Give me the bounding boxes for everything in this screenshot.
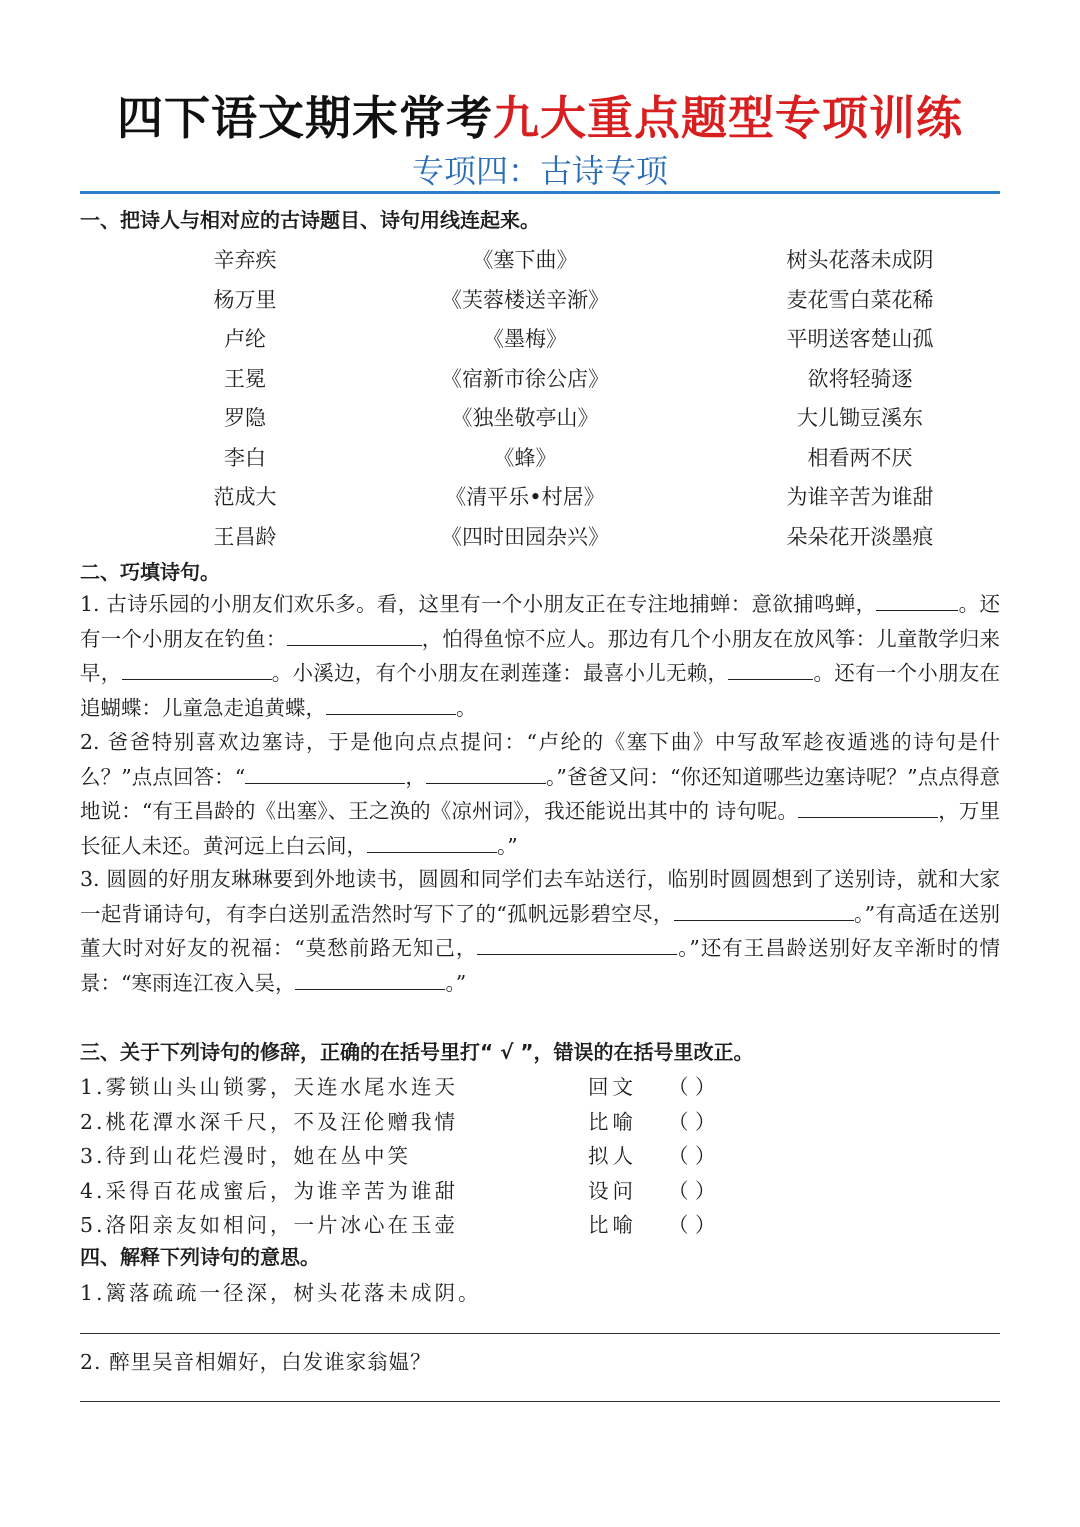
rhetoric-type: 拟人 — [588, 1144, 637, 1168]
poem-line[interactable]: 朵朵花开淡墨痕 — [786, 524, 934, 549]
poet-name[interactable]: 辛弃疾 — [213, 248, 277, 272]
rhetoric-type: 回文 — [588, 1075, 637, 1099]
answer-parentheses[interactable]: （ ） — [668, 1144, 716, 1168]
fill-blank[interactable] — [674, 898, 854, 921]
fill-blank[interactable] — [426, 761, 546, 784]
fill-blank[interactable] — [876, 588, 958, 611]
fill-blank[interactable] — [326, 692, 456, 715]
rhetoric-type: 设问 — [588, 1178, 637, 1203]
explain-question-2: 2. 醉里吴音相媚好，白发谁家翁媪？ — [80, 1350, 432, 1374]
fill-blank[interactable] — [367, 830, 497, 853]
title-divider — [80, 191, 1000, 194]
section2-heading: 二、巧填诗句。 — [80, 560, 220, 584]
answer-line[interactable] — [80, 1333, 1000, 1334]
section4-heading: 四、解释下列诗句的意思。 — [80, 1245, 320, 1269]
poet-name[interactable]: 罗隐 — [224, 406, 266, 430]
poem-title[interactable]: 《宿新市徐公店》 — [441, 366, 609, 391]
poem-title[interactable]: 《墨梅》 — [483, 327, 567, 351]
poem-title[interactable]: 《独坐敬亭山》 — [451, 406, 599, 430]
rhetoric-sentence: 2.桃花潭水深千尺，不及汪伦赠我情 — [80, 1109, 459, 1134]
section3-heading: 三、关于下列诗句的修辞，正确的在括号里打“ √ ”，错误的在括号里改正。 — [80, 1040, 754, 1064]
poet-name[interactable]: 范成大 — [213, 485, 277, 509]
poem-line[interactable]: 麦花雪白菜花稀 — [786, 287, 934, 312]
page-title: 四下语文期末常考九大重点题型专项训练 — [117, 91, 963, 145]
explain-question-1: 1.篱落疏疏一径深，树头花落未成阴。 — [80, 1281, 482, 1305]
fill-blank[interactable] — [728, 657, 813, 680]
poet-name[interactable]: 王冕 — [224, 366, 266, 391]
poem-line[interactable]: 欲将轻骑逐 — [807, 366, 913, 391]
poem-title[interactable]: 《芙蓉楼送辛渐》 — [441, 287, 609, 312]
fill-question-3: 3. 圆圆的好朋友琳琳要到外地读书，圆圆和同学们去车站送行，临别时圆圆想到了送别诗，就和大家一起背诵诗句，有李白送别孟浩然时写下了的“孤帆远影碧空尽， 。”有高适在送别董大时对好友的祝福：“莫愁前路无知己， 。”还有王昌龄送别好友辛渐时的情景：“寒雨连江夜入吴， 。” — [80, 867, 1000, 995]
poem-line[interactable]: 为谁辛苦为谁甜 — [786, 485, 934, 509]
fill-blank[interactable] — [295, 967, 445, 990]
section1-heading: 一、把诗人与相对应的古诗题目、诗句用线连起来。 — [80, 208, 540, 232]
poem-line[interactable]: 树头花落未成阴 — [786, 248, 934, 272]
poem-title[interactable]: 《塞下曲》 — [472, 248, 578, 272]
answer-parentheses[interactable]: （ ） — [668, 1178, 716, 1203]
answer-parentheses[interactable]: （ ） — [668, 1109, 716, 1134]
poem-line[interactable]: 平明送客楚山孤 — [786, 327, 934, 351]
rhetoric-sentence: 4.采得百花成蜜后，为谁辛苦为谁甜 — [80, 1178, 459, 1203]
fill-blank[interactable] — [477, 932, 677, 955]
fill-question-1: 1. 古诗乐园的小朋友们欢乐多。看，这里有一个小朋友正在专注地捕蝉：意欲捕鸣蝉， 。还有一个小朋友在钓鱼： ，怕得鱼惊不应人。那边有几个小朋友在放风筝：儿童散学归来早， 。小溪边，有个小朋友在剥莲蓬：最喜小儿无赖， 。还有一个小朋友在追蝴蝶：儿童急走追黄蝶， 。 — [80, 587, 1000, 725]
answer-line[interactable] — [80, 1401, 1000, 1402]
rhetoric-sentence: 5.洛阳亲友如相问，一片冰心在玉壶 — [80, 1213, 459, 1237]
page-subtitle: 专项四：古诗专项 — [411, 152, 668, 190]
poet-name[interactable]: 卢纶 — [224, 327, 266, 351]
fill-question-2: 2. 爸爸特别喜欢边塞诗，于是他向点点提问：“卢纶的《塞下曲》中写敌军趁夜遁逃的诗句是什么？”点点回答：“ ， 。”爸爸又问：“你还知道哪些边塞诗呢？”点点得意地说：“有王昌龄的《出塞》、王之涣的《凉州词》，我还能说出其中的 诗句呢。 ，万里长征人未还。黄河远上白云间， 。” — [80, 730, 1001, 858]
fill-blank[interactable] — [287, 623, 422, 646]
poem-title[interactable]: 《四时田园杂兴》 — [441, 524, 609, 549]
poet-name[interactable]: 杨万里 — [213, 287, 277, 312]
answer-parentheses[interactable]: （ ） — [668, 1213, 716, 1237]
rhetoric-sentence: 3.待到山花烂漫时，她在丛中笑 — [80, 1144, 412, 1168]
poet-name[interactable]: 李白 — [224, 445, 266, 470]
poem-line[interactable]: 大儿锄豆溪东 — [797, 406, 923, 430]
answer-parentheses[interactable]: （ ） — [668, 1075, 716, 1099]
fill-blank[interactable] — [245, 761, 405, 784]
rhetoric-sentence: 1.雾锁山头山锁雾，天连水尾水连天 — [80, 1075, 459, 1099]
poem-title[interactable]: 《清平乐•村居》 — [445, 485, 605, 509]
poem-line[interactable]: 相看两不厌 — [807, 445, 913, 470]
rhetoric-type: 比喻 — [588, 1109, 637, 1134]
poem-title[interactable]: 《蜂》 — [493, 445, 557, 470]
fill-blank[interactable] — [798, 795, 938, 818]
poet-name[interactable]: 王昌龄 — [213, 524, 277, 549]
fill-blank[interactable] — [122, 657, 272, 680]
rhetoric-type: 比喻 — [588, 1213, 637, 1237]
